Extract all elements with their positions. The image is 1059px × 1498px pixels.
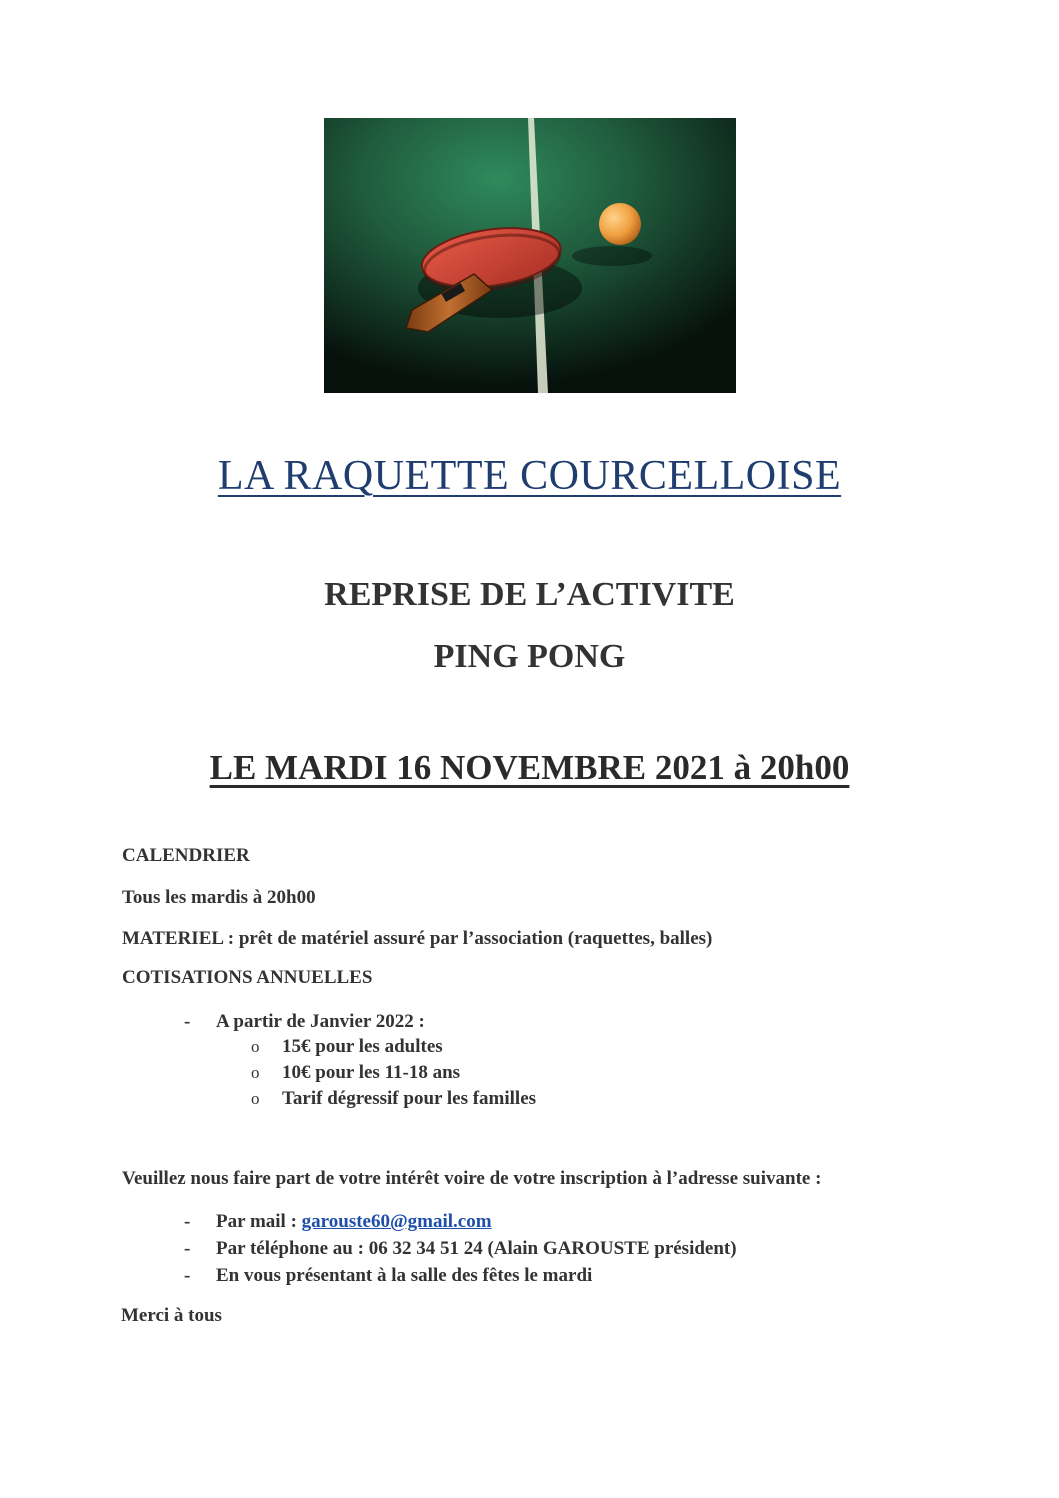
ping-pong-photo bbox=[324, 118, 736, 393]
material-info: MATERIEL : prêt de matériel assuré par l’association (raquettes, balles) bbox=[122, 928, 713, 949]
fee-item: o 15€ pour les adultes bbox=[251, 1036, 443, 1057]
heading-ping-pong: PING PONG bbox=[433, 638, 626, 675]
dash-marker: - bbox=[184, 1238, 191, 1259]
dash-marker: - bbox=[184, 1265, 191, 1286]
email-link[interactable]: garouste60@gmail.com bbox=[301, 1211, 492, 1232]
mail-prefix: Par mail : bbox=[216, 1211, 302, 1232]
event-date: LE MARDI 16 NOVEMBRE 2021 à 20h00 bbox=[209, 748, 850, 787]
contact-inperson-item bbox=[184, 1265, 592, 1287]
fee-item: o 10€ pour les 11-18 ans bbox=[251, 1062, 461, 1083]
fees-from-item bbox=[184, 1011, 425, 1033]
ball-shadow bbox=[572, 246, 652, 266]
inperson-text: En vous présentant à la salle des fêtes le mardi bbox=[216, 1265, 593, 1286]
bullet-marker: o bbox=[251, 1063, 260, 1082]
contact-mail-item bbox=[184, 1211, 492, 1233]
contact-intro: Veuillez nous faire part de votre intérêt voire de votre inscription à l’adresse suivante : bbox=[122, 1168, 822, 1189]
fees-label: COTISATIONS ANNUELLES bbox=[122, 967, 373, 988]
dash-marker: - bbox=[184, 1211, 191, 1232]
fees-from-text: A partir de Janvier 2022 : bbox=[216, 1011, 425, 1032]
ping-pong-illustration bbox=[324, 118, 736, 393]
club-title: LA RAQUETTE COURCELLOISE bbox=[217, 453, 842, 499]
closing-text: Merci à tous bbox=[121, 1305, 222, 1326]
heading-reprise: REPRISE DE L’ACTIVITE bbox=[324, 576, 735, 613]
dash-marker: - bbox=[184, 1011, 191, 1032]
bullet-marker: o bbox=[251, 1089, 260, 1108]
calendar-label: CALENDRIER bbox=[122, 845, 250, 866]
fee-item: o Tarif dégressif pour les familles bbox=[251, 1088, 537, 1109]
contact-phone-item bbox=[184, 1238, 737, 1260]
phone-text: Par téléphone au : 06 32 34 51 24 (Alain GAROUSTE président) bbox=[216, 1238, 737, 1259]
ping-pong-ball bbox=[599, 203, 641, 245]
calendar-schedule: Tous les mardis à 20h00 bbox=[122, 887, 316, 908]
bullet-marker: o bbox=[251, 1037, 260, 1056]
